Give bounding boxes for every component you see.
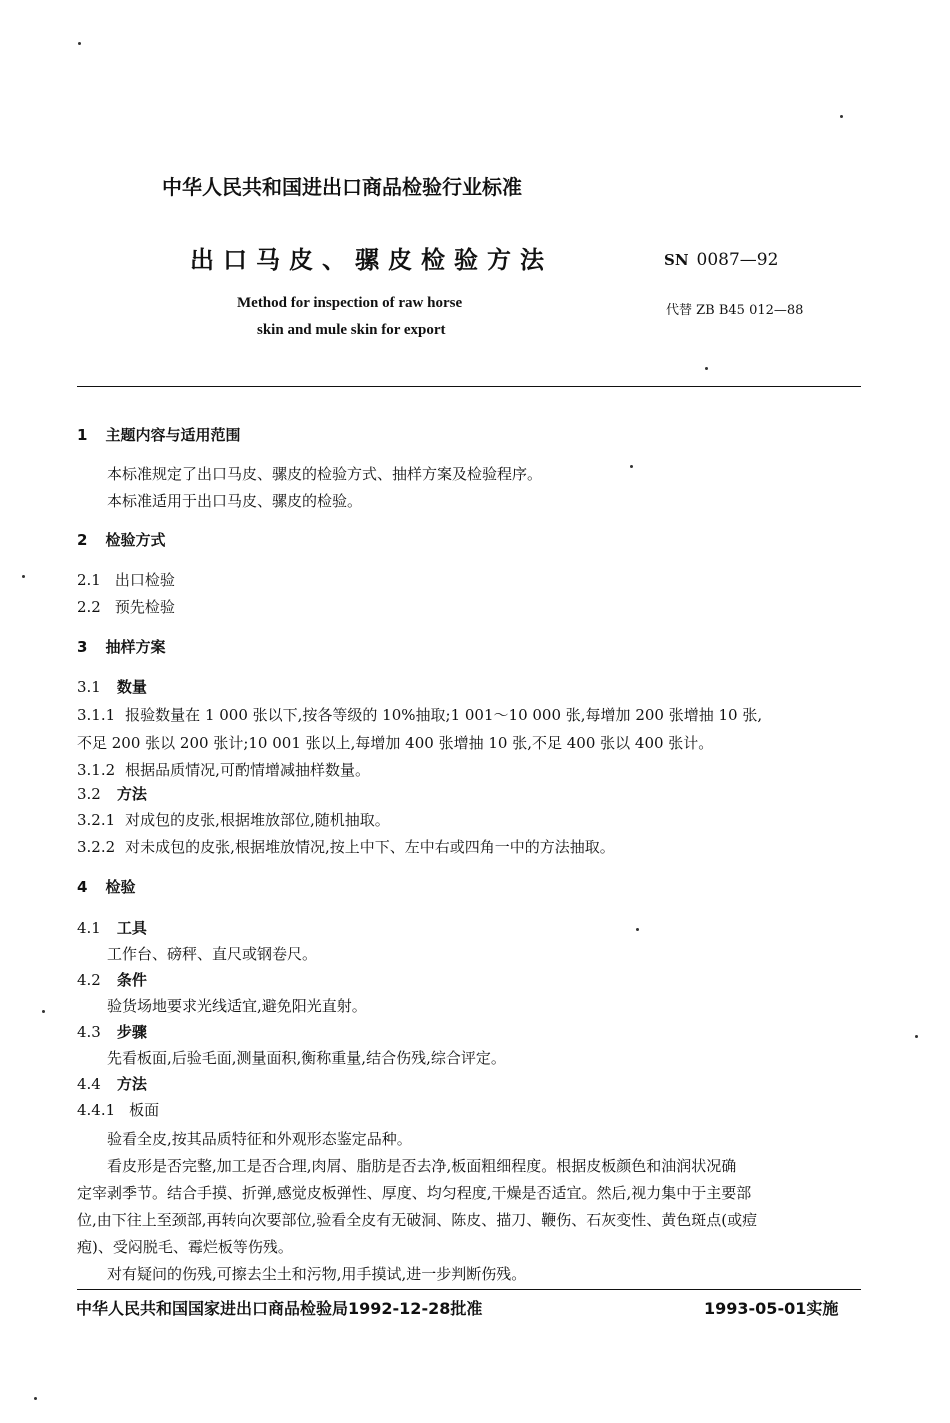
section-number: 1 [77,426,88,444]
subsection-3-1 [77,676,147,697]
section-title: 主题内容与适用范围 [105,426,241,444]
subsection-4-3-text: 先看板面,后验毛面,测量面积,衡称重量,结合伤残,综合评定。 [107,1049,506,1067]
section-3-heading [77,636,165,657]
item-number: 3.1.1 [77,706,116,724]
clause-4-4-1-para-2-line2: 定宰剥季节。结合手摸、折弹,感觉皮板弹性、厚度、均匀程度,干燥是否适宜。然后,视力集中于主要部 [77,1184,752,1202]
section-2-heading [77,529,165,550]
clause-text: 板面 [129,1101,160,1119]
subsection-title: 工具 [116,919,147,937]
clause-text: 根据品质情况,可酌情增减抽样数量。 [125,761,370,779]
approval-line: 中华人民共和国国家进出口商品检验局1992-12-28批准 [76,1299,483,1318]
replaces-note: 代替 ZB B45 012—88 [666,303,804,318]
section-title: 抽样方案 [105,638,166,656]
subsection-4-2-text: 验货场地要求光线适宜,避免阳光直射。 [107,997,367,1015]
clause-4-4-1-para-2-line1: 看皮形是否完整,加工是否合理,肉屑、脂肪是否去净,板面粗细程度。根据皮板颜色和油润状况确 [107,1157,737,1175]
item-number: 2.1 [77,571,101,589]
clause-4-4-1-para-1: 验看全皮,按其品质特征和外观形态鉴定品种。 [107,1130,412,1148]
scan-speck [22,575,25,578]
item-text: 预先检验 [114,598,175,616]
item-number: 3.1.2 [77,761,116,779]
item-number: 3.2 [77,785,101,803]
scan-speck [840,115,843,118]
scan-speck [78,42,81,45]
item-number: 4.4.1 [77,1101,116,1119]
subsection-title: 方法 [116,1075,147,1093]
item-2-1 [77,569,175,590]
clause-3-1-1-line1 [77,704,762,725]
clause-3-2-2 [77,836,615,857]
english-title-line2: skin and mule skin for export [257,322,446,338]
section-number: 4 [77,878,88,896]
item-number: 3.1 [77,678,101,696]
standard-number [664,250,778,270]
section-1-para-2: 本标准适用于出口马皮、骡皮的检验。 [107,492,363,510]
scan-speck [705,367,708,370]
clause-4-4-1-para-2-line4: 疱)、受闷脱毛、霉烂板等伤残。 [77,1238,293,1256]
clause-3-1-2 [77,759,370,780]
clause-4-4-1-para-3: 对有疑问的伤残,可擦去尘土和污物,用手摸试,进一步判断伤残。 [107,1265,527,1283]
effective-date: 1993-05-01实施 [704,1299,839,1318]
clause-3-2-1 [77,809,390,830]
item-number: 4.3 [77,1023,101,1041]
subsection-title: 步骤 [116,1023,147,1041]
scan-speck [636,928,639,931]
subsection-4-1 [77,917,147,938]
section-number: 3 [77,638,88,656]
item-number: 4.2 [77,971,101,989]
scan-speck [42,1010,45,1013]
subsection-4-3 [77,1021,147,1042]
item-number: 3.2.1 [77,811,116,829]
scan-speck [34,1397,37,1400]
org-title: 中华人民共和国进出口商品检验行业标准 [162,175,522,199]
section-1-heading [77,424,240,445]
item-text: 出口检验 [114,571,175,589]
section-number: 2 [77,531,88,549]
standard-prefix: SN [664,251,689,269]
doc-title: 出口马皮、骡皮检验方法 [190,246,553,274]
subsection-4-2 [77,969,147,990]
item-number: 4.1 [77,919,101,937]
item-number: 2.2 [77,598,101,616]
clause-text: 报验数量在 1 000 张以下,按各等级的 10%抽取;1 001～10 000 张,每增加 200 张增抽 10 张, [125,706,763,724]
footer-divider [77,1289,861,1290]
section-title: 检验方式 [105,531,166,549]
subsection-title: 数量 [116,678,147,696]
clause-text: 对未成包的皮张,根据堆放情况,按上中下、左中右或四角一中的方法抽取。 [125,838,615,856]
subsection-title: 方法 [116,785,147,803]
clause-4-4-1 [77,1099,159,1120]
scan-speck [915,1035,918,1038]
section-title: 检验 [105,878,136,896]
english-title-line1: Method for inspection of raw horse [237,295,463,311]
subsection-4-1-text: 工作台、磅秤、直尺或钢卷尺。 [107,945,318,963]
clause-text: 对成包的皮张,根据堆放部位,随机抽取。 [125,811,390,829]
subsection-3-2 [77,783,147,804]
item-2-2 [77,596,175,617]
clause-3-1-1-line2: 不足 200 张以 200 张计;10 001 张以上,每增加 400 张增抽 10 张,不足 400 张以 400 张计。 [77,734,714,752]
clause-4-4-1-para-2-line3: 位,由下往上至颈部,再转向次要部位,验看全皮有无破洞、陈皮、描刀、鞭伤、石灰变性、黄色斑点(或痘 [77,1211,758,1229]
section-1-para-1: 本标准规定了出口马皮、骡皮的检验方式、抽样方案及检验程序。 [107,465,543,483]
standard-code: 0087—92 [696,250,779,270]
header-divider [77,386,861,387]
item-number: 4.4 [77,1075,101,1093]
section-4-heading [77,876,135,897]
subsection-4-4 [77,1073,147,1094]
item-number: 3.2.2 [77,838,116,856]
subsection-title: 条件 [116,971,147,989]
scan-speck [630,465,633,468]
